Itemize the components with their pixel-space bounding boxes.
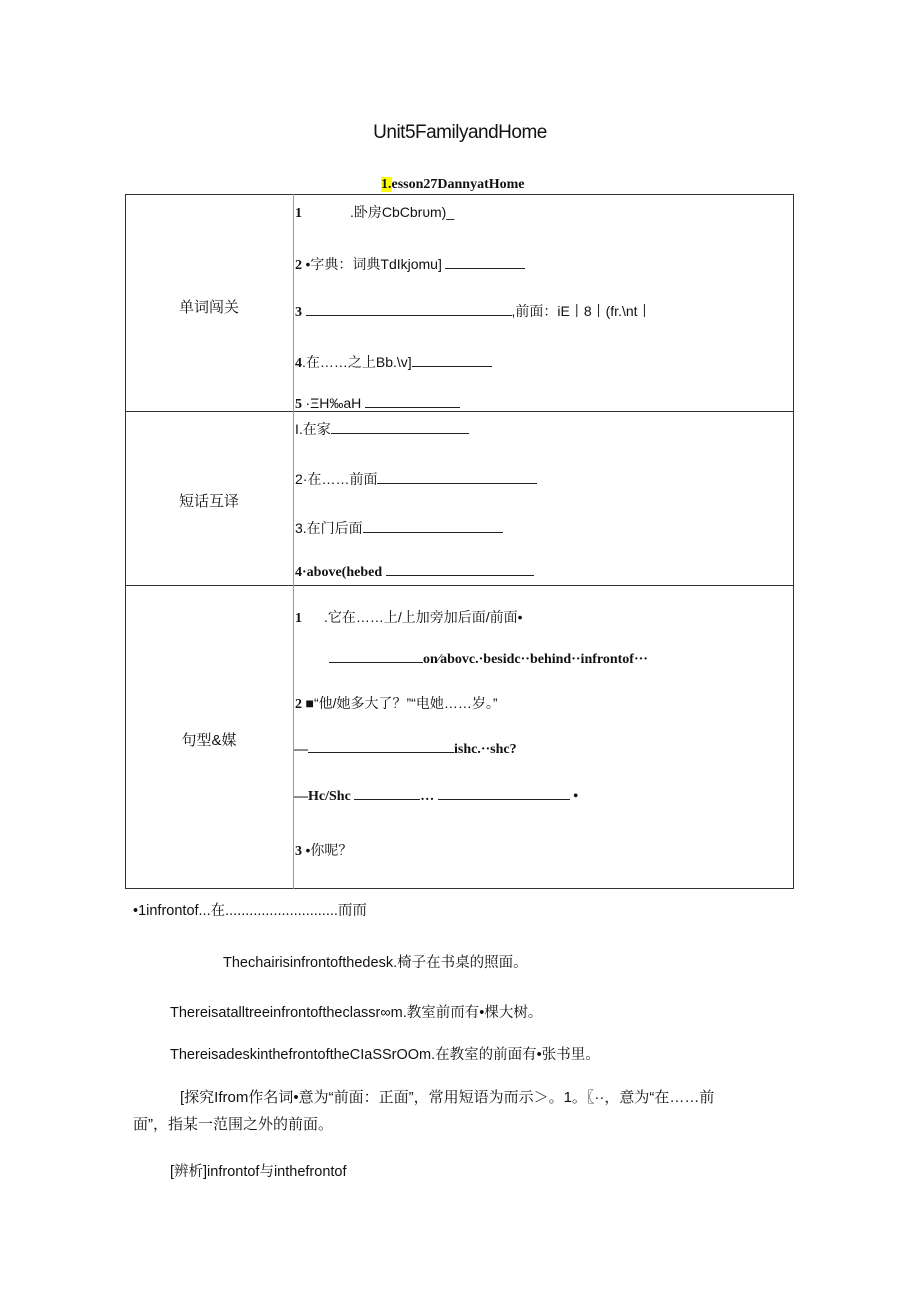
lesson-title xyxy=(381,177,525,193)
row-label-phrases: 短话互译 xyxy=(178,493,239,510)
blank[interactable] xyxy=(438,787,570,800)
vocab-item: 4.在……之上Bb.\v] xyxy=(295,352,492,372)
sentence-item: 3 •你呢？ xyxy=(295,842,353,859)
note-heading: •1infrontof...在............................而而 xyxy=(133,903,367,919)
sentence-item: on⁄abovc.·besidc··behind··infrontof··· xyxy=(329,650,648,668)
blank[interactable] xyxy=(354,787,420,800)
phrase-item: 3.在门后面 xyxy=(295,518,503,538)
phrase-item: I.在家 xyxy=(295,419,469,439)
vocab-item: 2 •字典：词典TdIkjomu] xyxy=(295,254,525,274)
explanation-line: 面”，指某一范围之外的前面。 xyxy=(133,1116,333,1133)
vocab-item: 1 .卧房CbCbrυm)_ xyxy=(295,204,455,221)
example-sentence: Thechairisinfrontofthedesk.椅子在书桌的照面。 xyxy=(223,955,528,971)
row-label-vocabulary: 单词闯关 xyxy=(178,299,239,316)
analysis-heading: [辨析]infrontof与inthefrontof xyxy=(170,1164,347,1180)
table-border-bottom xyxy=(125,888,794,889)
phrase-item: 4·above(hebed xyxy=(295,563,534,581)
blank[interactable] xyxy=(329,650,423,663)
unit-title: Unit5FamilyandHome xyxy=(373,122,547,143)
blank[interactable] xyxy=(363,520,503,533)
blank[interactable] xyxy=(306,303,512,316)
blank[interactable] xyxy=(386,563,534,576)
blank[interactable] xyxy=(377,471,537,484)
sentence-item: 1 .它在……上/上加旁加后面/前面• xyxy=(295,609,523,626)
table-border-right xyxy=(793,194,794,889)
blank[interactable] xyxy=(331,421,469,434)
lesson-highlight: 1. xyxy=(381,177,392,192)
table-border-top xyxy=(125,194,794,195)
sentence-item: 2 ■“他/她多大了？”“电她……岁。” xyxy=(295,695,498,712)
blank[interactable] xyxy=(308,740,454,753)
blank[interactable] xyxy=(365,395,460,408)
row-divider xyxy=(125,585,794,586)
phrase-item: 2·在……前面 xyxy=(295,469,537,489)
lesson-title-text: esson27DannyatHome xyxy=(391,177,525,192)
row-label-sentences: 句型&媒 xyxy=(181,732,237,749)
blank[interactable] xyxy=(445,256,525,269)
sentence-item: —Hc/Shc … • xyxy=(294,789,579,804)
vocab-item: 5 ·ΞH‰aH xyxy=(295,395,460,413)
explanation-line: [探究Ifrom作名词•意为“前面：正面”，常用短语为而示＞。1。〖··，意为“在……前 xyxy=(180,1089,715,1106)
column-divider xyxy=(293,194,294,889)
sentence-item: — ishc.··shc? xyxy=(294,742,517,757)
example-sentence: ThereisadeskinthefrontoftheCIaSSrOOm.在教室的前面有•张书里。 xyxy=(170,1047,600,1063)
example-sentence: Thereisatalltreeinfrontoftheclassr∞m.教室前而有•棵大树。 xyxy=(170,1005,543,1021)
blank[interactable] xyxy=(412,354,492,367)
vocab-item: 3 ,前面：iE丨8丨(fr.\nt丨 xyxy=(295,303,652,320)
